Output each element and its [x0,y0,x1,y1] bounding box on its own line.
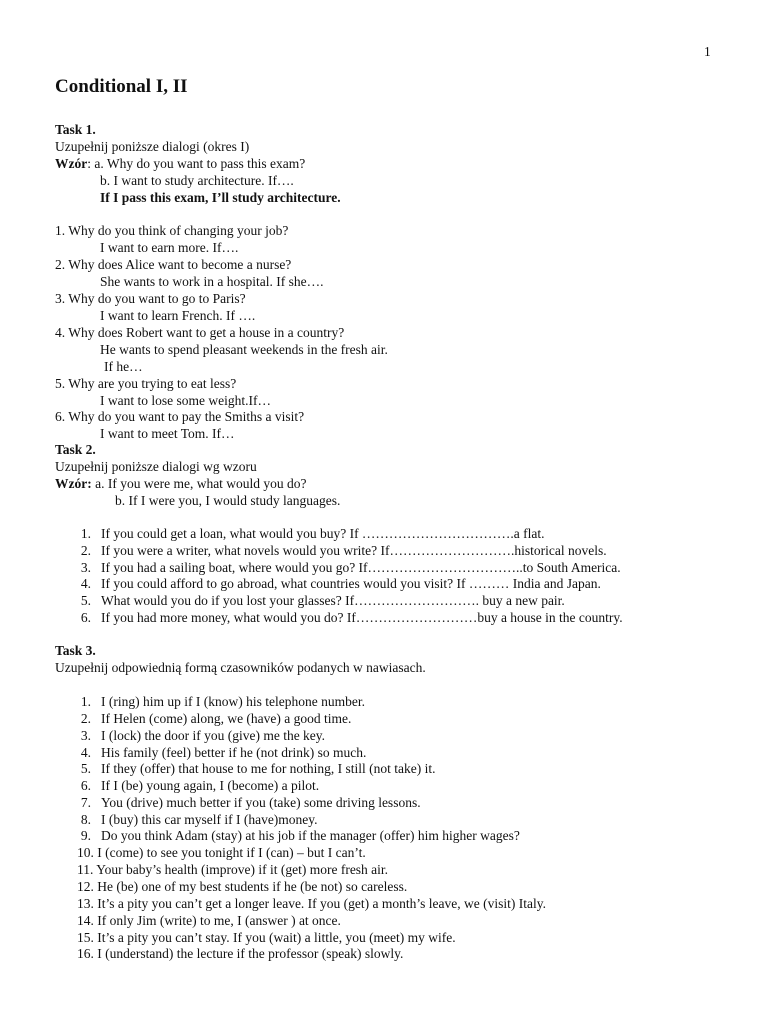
task3-heading: Task 3. [55,643,96,658]
task1-heading: Task 1. [55,122,96,137]
task3-item [77,861,388,878]
list-number: 4. [80,745,91,760]
task1-item-4-extra: If he… [104,359,143,374]
task2-heading: Task 2. [55,442,96,457]
task3-item: Do you think Adam (stay) at his job if the manager (offer) him higher wages? [101,828,520,843]
list-number: 5. [80,761,91,776]
list-number: 3. [80,728,91,743]
task2-item: If you had more money, what would you do? If………………………buy a house in the country. [101,610,623,625]
task1-item-4-answer: He wants to spend pleasant weekends in the fresh air. [100,342,388,357]
task1-item-3-answer: I want to learn French. If …. [100,308,256,323]
task1-item-6-question: 6. Why do you want to pay the Smiths a visit? [55,409,305,424]
task2-item: If you had a sailing boat, where would you go? If……………………………..to South America. [101,560,621,575]
task1-item-6-answer: I want to meet Tom. If… [100,426,235,441]
task1-item-2-answer: She wants to work in a hospital. If she…. [100,274,324,289]
item-text: Your baby’s health (improve) if it (get) more fresh air. [96,862,389,877]
example-label: Wzór [55,156,88,171]
task3-item [77,878,407,895]
list-number: 10. [77,845,94,860]
task2-item: If you could afford to go abroad, what countries would you visit? If ……… India and Japan. [101,576,601,591]
page-number: 1 [704,44,711,59]
task2-item: If you could get a loan, what would you buy? If …………………………….a flat. [101,526,545,541]
task2-example-b: b. If I were you, I would study languages. [115,493,341,508]
item-text: It’s a pity you can’t get a longer leave. If you (get) a month’s leave, we (visit) Italy. [97,896,546,911]
task3-item [77,945,403,962]
task1-instruction: Uzupełnij poniższe dialogi (okres I) [55,139,250,154]
task3-item: I (buy) this car myself if I (have)money. [101,812,318,827]
list-number: 14. [77,913,94,928]
list-number: 2. [80,543,91,558]
task1-example-line [55,155,305,172]
task3-item [77,912,341,929]
list-number: 2. [80,711,91,726]
item-text: If only Jim (write) to me, I (answer ) at once. [97,913,341,928]
list-number: 6. [80,778,91,793]
list-number: 1. [80,526,91,541]
list-number: 3. [80,560,91,575]
task3-item [77,895,546,912]
task2-item: If you were a writer, what novels would you write? If……………………….historical novels. [101,543,607,558]
task1-item-5-question: 5. Why are you trying to eat less? [55,376,237,391]
task1-item-3-question: 3. Why do you want to go to Paris? [55,291,246,306]
list-number: 5. [80,593,91,608]
task3-item: His family (feel) better if he (not drink) so much. [101,745,367,760]
task1-item-1-question: 1. Why do you think of changing your job? [55,223,289,238]
task3-item [77,929,456,946]
task2-example-line [55,475,307,492]
task2-item: What would you do if you lost your glasses? If………………………. buy a new pair. [101,593,565,608]
example-question: : a. Why do you want to pass this exam? [87,156,306,171]
task3-item: If I (be) young again, I (become) a pilot. [101,778,320,793]
task3-item: I (lock) the door if you (give) me the key. [101,728,326,743]
list-number: 8. [80,812,91,827]
example-question: a. If you were me, what would you do? [91,476,307,491]
task3-item: You (drive) much better if you (take) some driving lessons. [101,795,421,810]
task1-example-answer: If I pass this exam, I’ll study architecture. [100,190,341,205]
task3-item: If they (offer) that house to me for nothing, I still (not take) it. [101,761,436,776]
item-text: I (come) to see you tonight if I (can) – but I can’t. [97,845,366,860]
list-number: 9. [80,828,91,843]
task2-instruction: Uzupełnij poniższe dialogi wg wzoru [55,459,257,474]
list-number: 1. [80,694,91,709]
list-number: 11. [77,862,94,877]
task1-item-5-answer: I want to lose some weight.If… [100,393,271,408]
list-number: 13. [77,896,94,911]
task3-item: If Helen (come) along, we (have) a good time. [101,711,352,726]
task1-item-4-question: 4. Why does Robert want to get a house in a country? [55,325,345,340]
list-number: 4. [80,576,91,591]
task3-item: I (ring) him up if I (know) his telephone number. [101,694,365,709]
task1-item-2-question: 2. Why does Alice want to become a nurse? [55,257,292,272]
list-number: 12. [77,879,94,894]
task3-item [77,844,366,861]
item-text: He (be) one of my best students if he (be not) so careless. [97,879,408,894]
task3-instruction: Uzupełnij odpowiednią formą czasowników podanych w nawiasach. [55,660,426,675]
list-number: 6. [80,610,91,625]
page-title: Conditional I, II [55,76,188,97]
item-text: I (understand) the lecture if the professor (speak) slowly. [97,946,404,961]
example-label: Wzór: [55,476,92,491]
item-text: It’s a pity you can’t stay. If you (wait) a little, you (meet) my wife. [97,930,456,945]
list-number: 16. [77,946,94,961]
task1-example-b: b. I want to study architecture. If…. [100,173,294,188]
list-number: 15. [77,930,94,945]
task1-item-1-answer: I want to earn more. If…. [100,240,239,255]
list-number: 7. [80,795,91,810]
